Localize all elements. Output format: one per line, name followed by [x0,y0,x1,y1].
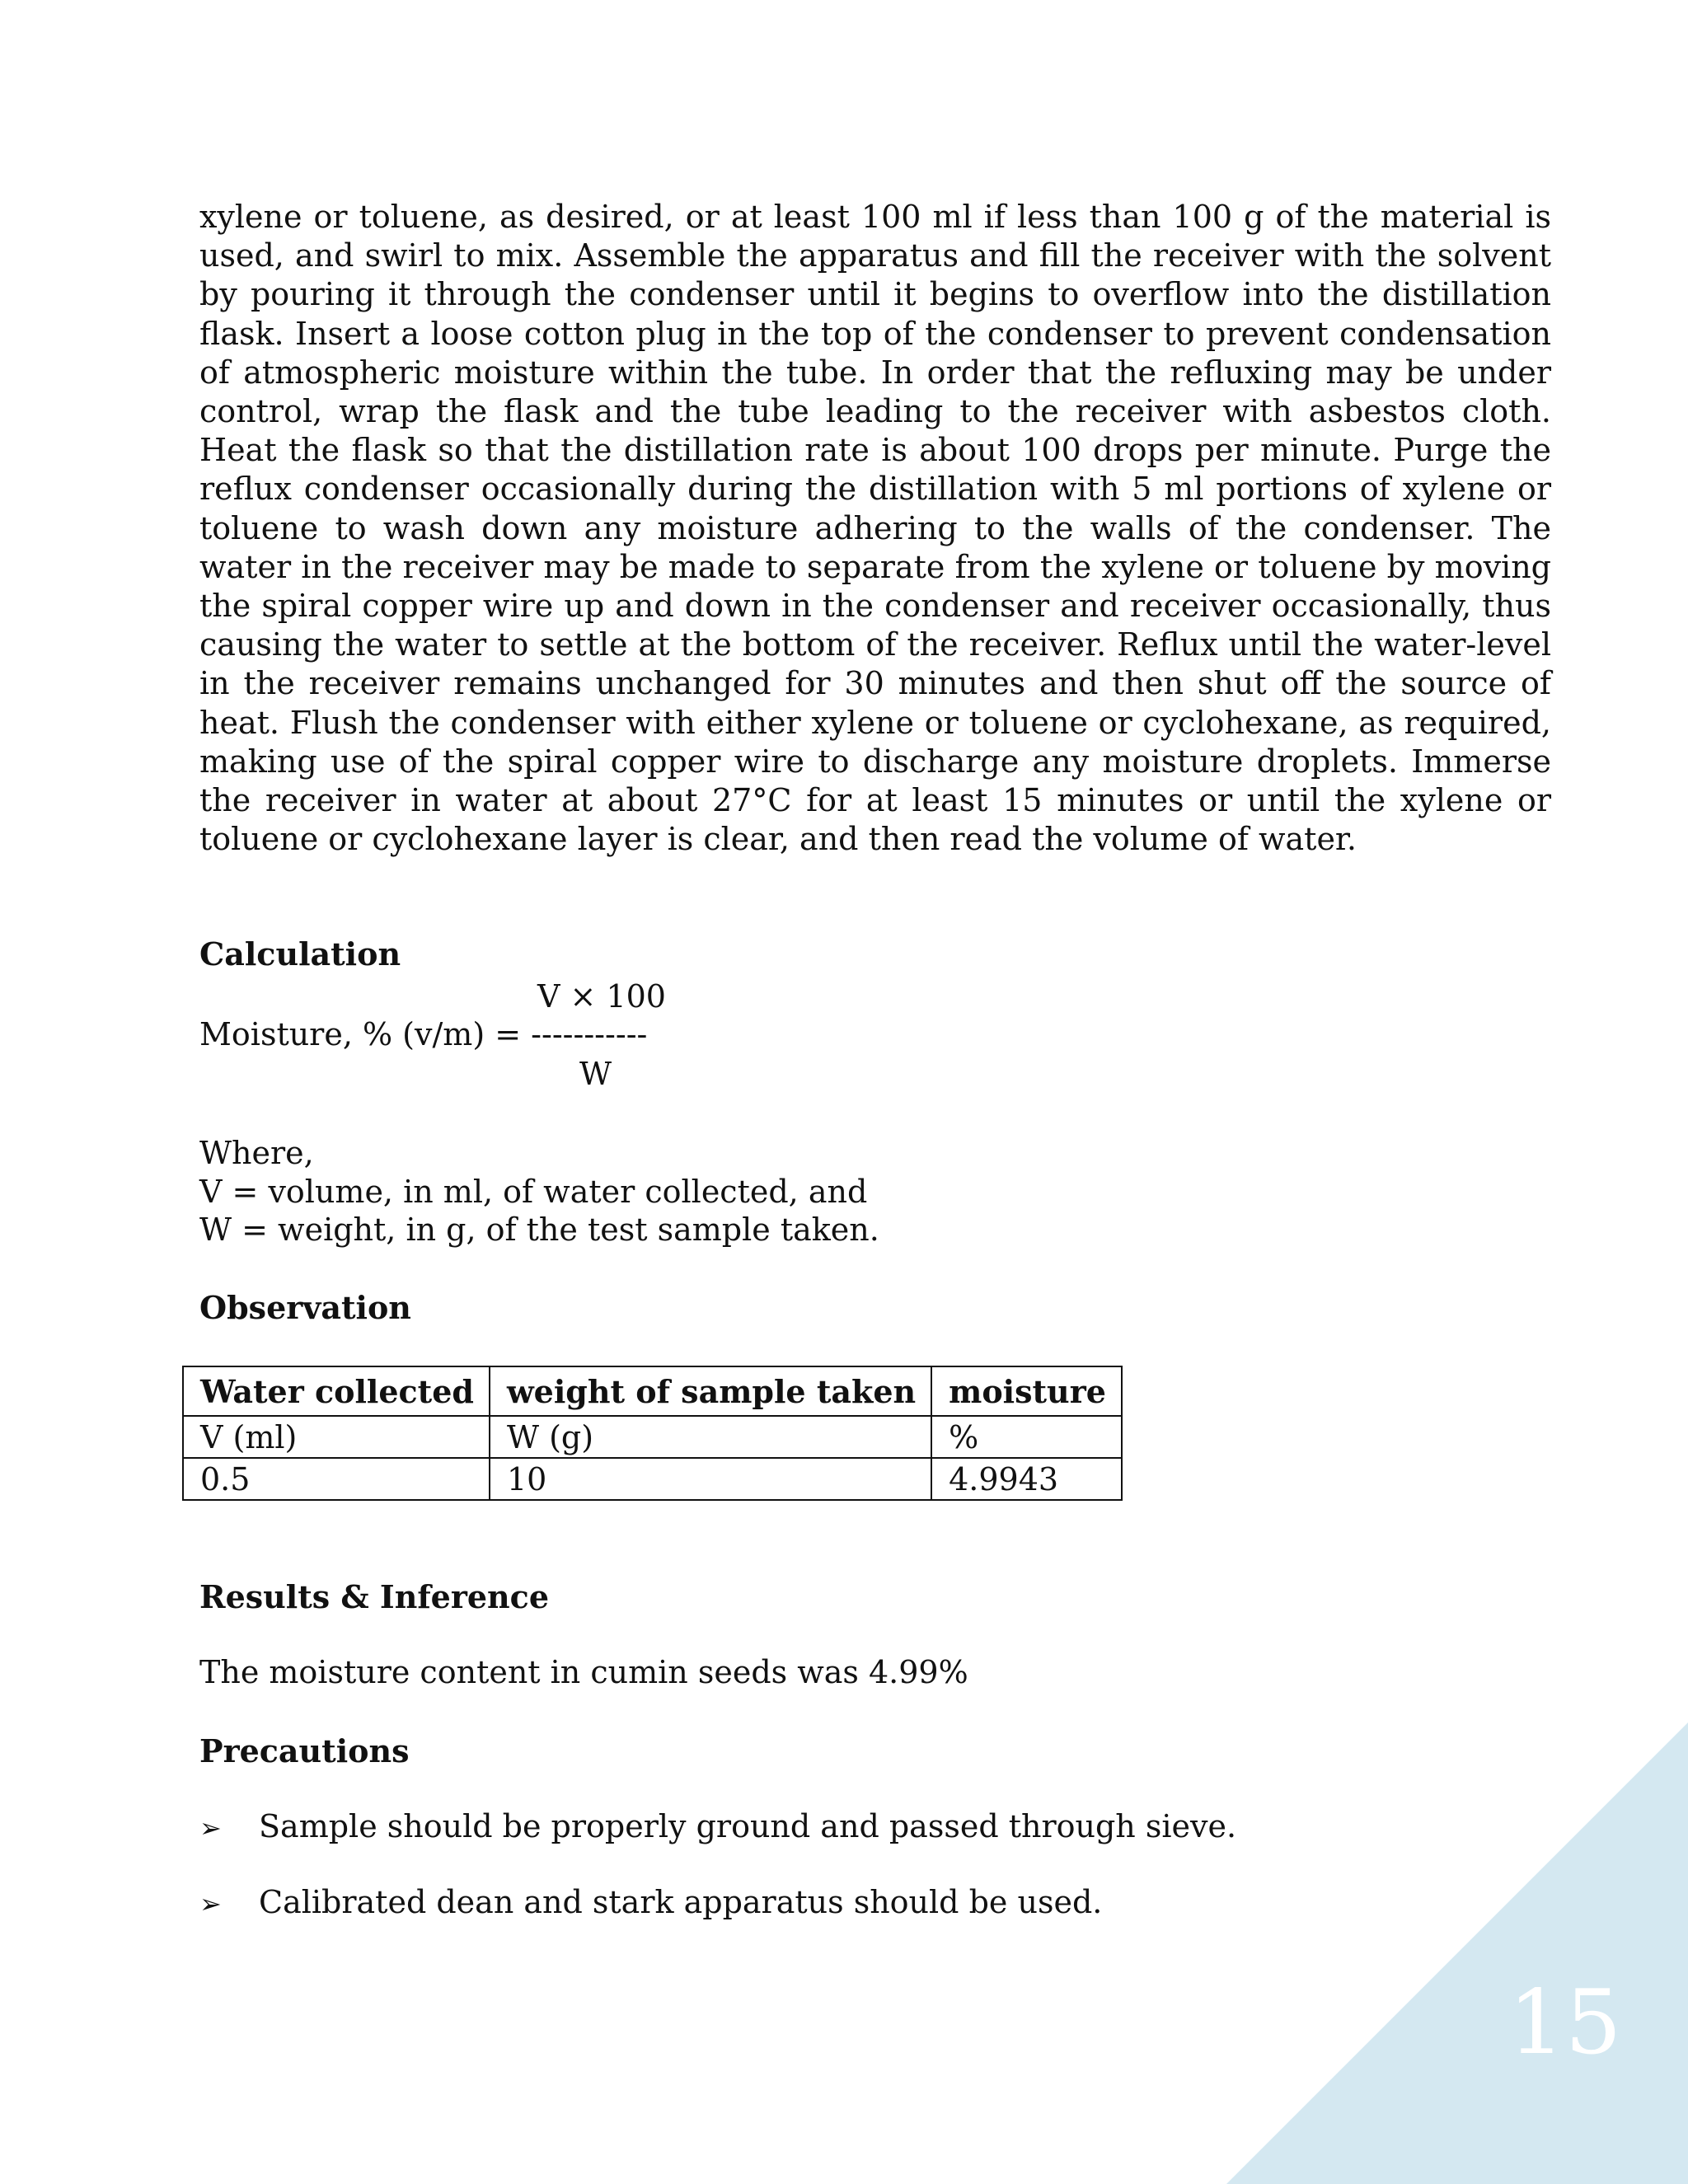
formula-numerator: V × 100 [537,978,666,1015]
table-cell: 4.9943 [931,1458,1122,1500]
table-cell: 10 [490,1458,931,1500]
page-number: 15 [1508,1971,1622,2074]
table-header-cell: weight of sample taken [490,1366,931,1416]
formula-denominator: W [579,1056,612,1092]
table-header-cell: Water collected [183,1366,490,1416]
table-cell: W (g) [490,1416,931,1458]
precaution-text: Calibrated dean and stark apparatus should be used. [259,1884,1103,1920]
definition-w: W = weight, in g, of the test sample taken. [199,1212,879,1248]
results-text: The moisture content in cumin seeds was 4.99% [199,1654,968,1690]
observation-table [182,1366,1123,1501]
procedure-paragraph: xylene or toluene, as desired, or at least 100 ml if less than 100 g of the material is used, and swirl to mix. Assemble the apparatus and fill the receiver with the solvent by pouring it through the condenser until it begins to overflow into the distillation flask. Insert a loose cotton plug in the top of the condenser to prevent condensation of atmospheric moisture within the tube. In order that the refluxing may be under control, wrap the flask and the tube leading to the receiver with asbestos cloth. Heat the flask so that the distillation rate is about 100 drops per minute. Purge the reflux condenser occasionally during the distillation with 5 ml portions of xylene or toluene to wash down any moisture adhering to the walls of the condenser. The water in the receiver may be made to separate from the xylene or toluene by moving the spiral copper wire up and down in the condenser and receiver occasionally, thus causing the water to settle at the bottom of the receiver. Reflux until the water-level in the receiver remains unchanged for 30 minutes and then shut off the source of heat. Flush the condenser with either xylene or toluene or cyclohexane, as required, making use of the spiral copper wire to discharge any moisture droplets. Immerse the receiver in water at about 27°C for at least 15 minutes or until the xylene or toluene or cyclohexane layer is clear, and then read the volume of water. [199,199,1551,858]
results-heading: Results & Inference [199,1578,549,1615]
where-label: Where, [199,1135,314,1171]
corner-triangle-decoration [1226,1722,1688,2184]
table-cell: % [931,1416,1122,1458]
table-header-cell: moisture [931,1366,1122,1416]
observation-heading: Observation [199,1289,411,1326]
table-cell: V (ml) [183,1416,490,1458]
precaution-text: Sample should be properly ground and passed through sieve. [259,1808,1237,1844]
table-cell: 0.5 [183,1458,490,1500]
table-row [183,1416,1122,1458]
table-row [183,1458,1122,1500]
list-item [199,1883,1102,1924]
list-item [199,1807,1236,1848]
table-header-row [183,1366,1122,1416]
formula-left-side: Moisture, % (v/m) = ----------- [199,1016,648,1052]
precautions-heading: Precautions [199,1732,410,1769]
calculation-heading: Calculation [199,935,401,972]
arrow-bullet-icon: ➢ [199,1888,222,1919]
arrow-bullet-icon: ➢ [199,1812,222,1844]
definition-v: V = volume, in ml, of water collected, and [199,1174,868,1210]
